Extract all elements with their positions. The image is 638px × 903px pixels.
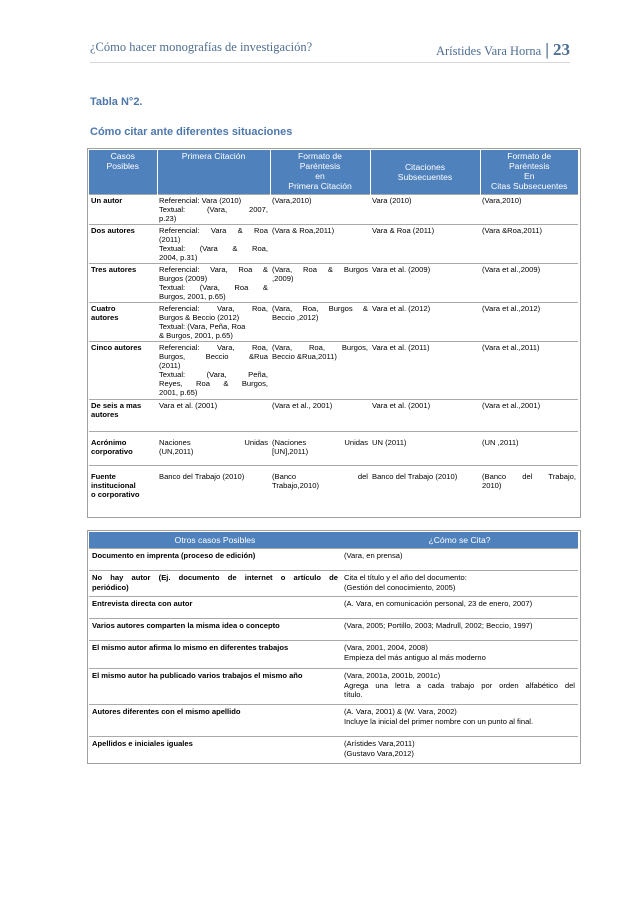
table-row: Fuente institucional o corporativo Banco del Trabajo (2010) (Banco del Trabajo,2010) Banco del Trabajo (2010) (Banco del Trabajo, 2010)	[89, 465, 578, 509]
table-row: Tres autores Referencial: Vara, Roa & Burgos (2009) Textual: (Vara, Roa & Burgos, 2001, p.65) (Vara, Roa & Burgos ,2009) Vara et al. (2009) (Vara et al.,2009)	[89, 263, 578, 302]
header-citaciones-subsecuentes: Citaciones Subsecuentes	[370, 150, 480, 194]
table-row: Un autor Referencial: Vara (2010) Textual: (Vara, 2007, p.23) (Vara,2010) Vara (2010) (Vara,2010)	[89, 194, 578, 224]
table-row: Apellidos e iniciales iguales (Arístides Vara,2011) (Gustavo Vara,2012)	[89, 737, 578, 763]
table-row: El mismo autor ha publicado varios trabajos el mismo año (Vara, 2001a, 2001b, 2001c) Agrega una letra a cada trabajo por orden alfabético del título.	[89, 669, 578, 705]
citation-table	[89, 150, 578, 509]
header-author-page	[436, 40, 570, 60]
table-label: Tabla N°2.	[90, 96, 143, 108]
header-otros-casos: Otros casos Posibles	[89, 532, 341, 549]
header-separator: |	[545, 40, 549, 59]
table-title: Cómo citar ante diferentes situaciones	[90, 126, 293, 138]
table-row: Acrónimo corporativo Naciones Unidas (UN,2011) (Naciones Unidas [UN],2011) UN (2011) (UN ,2011)	[89, 431, 578, 465]
table-row: No hay autor (Ej. documento de internet o artículo de periódico) Cita el título y el año del documento: (Gestión del conocimiento, 2005)	[89, 571, 578, 597]
table-row: Dos autores Referencial: Vara & Roa (2011) Textual: (Vara & Roa, 2004, p.31) (Vara & Roa,2011) Vara & Roa (2011) (Vara &Roa,2011)	[89, 224, 578, 263]
author-name: Arístides Vara Horna	[435, 44, 542, 58]
table-row: Cinco autores Referencial: Vara, Roa, Burgos, Beccio &Rua (2011) Textual: (Vara, Peña, Reyes, Roa & Burgos, 2001, p.65) (Vara, Roa, Burgos, Beccio &Rua,2011) Vara et al. (2011) (Vara et al.,2011)	[89, 341, 578, 399]
table2-header-row	[89, 532, 578, 549]
table-row: De seis a mas autores Vara et al. (2001) (Vara et al., 2001) Vara et al. (2001) (Vara et al.,2001)	[89, 399, 578, 431]
page-header	[90, 36, 570, 63]
table-row: Varios autores comparten la misma idea o concepto (Vara, 2005; Portillo, 2003; Madrull, 2002; Beccio, 1997)	[89, 619, 578, 641]
document-title: ¿Cómo hacer monografías de investigación?	[90, 40, 313, 54]
table-row: Cuatro autores Referencial: Vara, Roa, Burgos & Beccio (2012) Textual: (Vara, Peña, Roa & Burgos, 2001, p.65) (Vara, Roa, Burgos & Beccio ,2012) Vara et al. (2012) (Vara et al.,2012)	[89, 302, 578, 341]
header-formato-subsecuentes: Formato de Paréntesis En Citas Subsecuentes	[480, 150, 578, 194]
page-number: 23	[553, 40, 570, 59]
header-primera-citacion: Primera Citación	[157, 150, 270, 194]
table-row: Autores diferentes con el mismo apellido (A. Vara, 2001) & (W. Vara, 2002) Incluye la inicial del primer nombre con un punto al final.	[89, 705, 578, 737]
table-row: El mismo autor afirma lo mismo en diferentes trabajos (Vara, 2001, 2004, 2008) Empieza del más antiguo al más moderno	[89, 641, 578, 669]
header-como-se-cita: ¿Cómo se Cita?	[341, 532, 578, 549]
header-formato-primera: Formato de Paréntesis en Primera Citación	[270, 150, 370, 194]
table-row: Documento en imprenta (proceso de edición) (Vara, en prensa)	[89, 549, 578, 571]
table-row: Entrevista directa con autor (A. Vara, en comunicación personal, 23 de enero, 2007)	[89, 597, 578, 619]
other-cases-table	[89, 532, 578, 763]
header-casos: Casos Posibles	[89, 150, 157, 194]
table1-header-row	[89, 150, 578, 194]
